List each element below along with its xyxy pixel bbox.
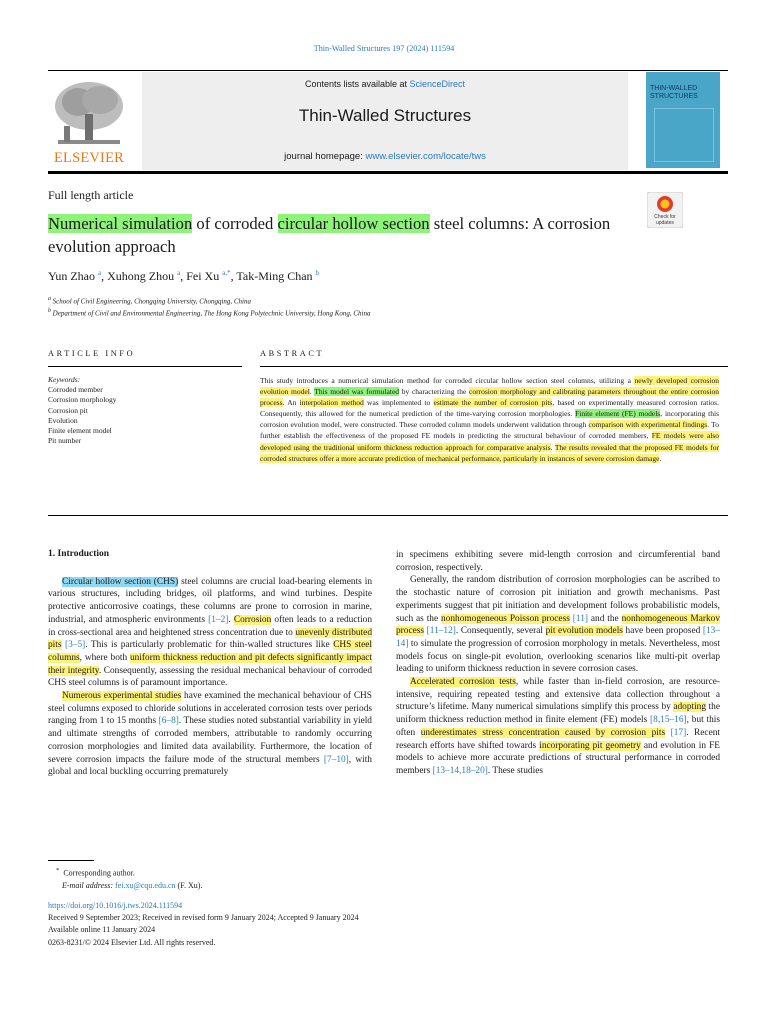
body-highlight: uniform thickness reduction and pit defects significantly impact their integrity	[48, 652, 373, 676]
body-text: and the	[588, 613, 622, 624]
affiliation-b-text: Department of Civil and Environmental Engineering, The Hong Kong Polytechnic University, Hong Kong, China	[52, 309, 371, 318]
author-name[interactable]: Fei Xu	[186, 269, 220, 283]
journal-homepage-line	[142, 151, 628, 162]
intro-paragraph-2-cont: in specimens exhibiting severe mid-length corrosion and circumferential band corrosion, respectively.	[396, 550, 720, 573]
cover-inner-frame	[654, 108, 714, 162]
abstract-seg: . An	[282, 398, 300, 408]
body-highlight: incorporating pit geometry	[539, 740, 641, 751]
sciencedirect-link[interactable]: ScienceDirect	[409, 79, 466, 89]
reference-link[interactable]: [17]	[670, 727, 687, 738]
body-highlight: pit evolution models	[545, 626, 623, 637]
reference-link[interactable]: [6–8]	[158, 716, 179, 727]
footnote-corr: Corresponding author.	[63, 868, 135, 878]
keyword-item: Corrosion morphology	[48, 395, 117, 405]
check-for-updates-icon[interactable]	[647, 192, 683, 228]
body-text: . These studies	[487, 765, 543, 776]
title-text-4: steel columns: A corrosion evolution approach	[48, 214, 611, 256]
paper-title	[48, 212, 638, 258]
cover-title-line1: THIN-WALLED	[650, 85, 698, 92]
check-badge-line2: updates	[656, 220, 674, 226]
body-left-column	[48, 548, 372, 779]
abstract-seg: was implemented to	[363, 398, 434, 408]
section-heading-introduction: 1. Introduction	[48, 549, 110, 559]
article-type: Full length article	[48, 188, 134, 202]
abstract-text	[260, 375, 719, 464]
cover-title-line2: STRUCTURES	[650, 93, 698, 100]
abstract-rule	[260, 366, 728, 367]
author-affil-mark[interactable]: a,*	[222, 269, 231, 277]
intro-paragraph-4	[396, 676, 720, 778]
abstract-highlight: newly developed corrosion evolution model	[260, 376, 719, 397]
body-text: . Consequently, several	[455, 626, 546, 637]
intro-paragraph-1	[48, 576, 372, 690]
body-highlight: Corrosion	[233, 614, 272, 625]
masthead-bottom-rule	[48, 171, 728, 174]
abstract-highlight: estimate the number of corrosion pits	[433, 398, 553, 408]
body-text: . These studies noted substantial variability in yield and ultimate strengths of corroded members, attributable to randomly occurring corrosion morphologies and limited data availability. Furthermore, the location of severe corrosion impacts the failure mode of the structural members	[48, 716, 372, 765]
footnote-rule	[48, 860, 94, 861]
body-right-column	[396, 549, 720, 778]
body-text: steel columns are crucial load-bearing elements in various structures, including bridges, oil platforms, and wind turbines. Despite protective anticorrosive coatings, these columns are prone to corrosion in marine, industrial, and atmospheric environments	[48, 576, 372, 625]
journal-citation[interactable]: Thin-Walled Structures 197 (2024) 111594	[313, 44, 455, 53]
body-text: . Recent research efforts have shifted towards	[396, 727, 720, 751]
reference-link[interactable]: [13–14,18–20]	[432, 765, 488, 776]
author-name[interactable]: Xuhong Zhou	[107, 269, 175, 283]
body-text: , while faster than in-field corrosion, are resource-intensive, requiring repeated testing and extensive data collection throughout a structure’s lifetime. Many numerical simulations simplify this process by	[396, 677, 720, 713]
body-text: . This is particularly problematic for thin-walled structures like	[85, 640, 334, 651]
abstract-highlight: FE models were also developed using the traditional uniform thickness reduction approach for comparative analysis	[260, 431, 719, 452]
body-highlight: nonhomogeneous Markov process	[396, 613, 721, 637]
body-highlight: Circular hollow section (CHS)	[62, 576, 179, 587]
journal-homepage-link[interactable]: www.elsevier.com/locate/tws	[365, 151, 486, 162]
abstract-bottom-rule	[48, 515, 728, 516]
reference-link[interactable]: [1–2]	[208, 614, 229, 625]
received-dates: Received 9 September 2023; Received in revised form 9 January 2024; Accepted 9 January 2024	[48, 913, 359, 923]
homepage-prefix: journal homepage:	[284, 151, 366, 162]
body-highlight: underestimates stress concentration caused by corrosion pits	[420, 727, 666, 738]
body-highlight: adopting	[673, 702, 707, 713]
abstract-highlight: comparison with experimental findings	[588, 420, 708, 430]
footnote-star: *	[56, 867, 60, 874]
author-name[interactable]: Yun Zhao	[48, 269, 95, 283]
article-info-heading: ARTICLE INFO	[48, 349, 136, 358]
email-label: E-mail address:	[62, 880, 116, 890]
keyword-item: Evolution	[48, 415, 78, 425]
masthead-top-rule	[48, 70, 728, 71]
reference-link[interactable]: [11–12]	[426, 626, 456, 637]
reference-link[interactable]: [11]	[572, 613, 588, 624]
author-email-link[interactable]: fei.xu@cqu.edu.cn	[115, 880, 176, 890]
intro-paragraph-3	[396, 574, 720, 676]
body-text: have examined the mechanical behaviour of CHS steel columns exposed to chloride solutions in accelerated corrosion tests over periods ranging from 1 to 15 months	[48, 691, 372, 727]
abstract-seg: This study introduces a numerical simulation method for corroded circular hollow section steel columns, utilizing a	[260, 376, 635, 385]
keyword-item: Corroded member	[48, 385, 103, 395]
body-text: , but this often	[396, 715, 721, 738]
abstract-highlight: This model was formulated	[314, 387, 400, 397]
keyword-item: Corrosion pit	[48, 405, 88, 415]
intro-paragraph-2	[48, 690, 372, 779]
abstract-heading: ABSTRACT	[260, 349, 325, 358]
body-text: .	[228, 614, 234, 625]
title-highlight-1: Numerical simulation	[48, 214, 193, 233]
abstract-seg: , incorporating this corrosion evolution model, were constructed. These corroded column models underwent validation through	[260, 409, 720, 430]
abstract-seg: . To further establish the effectiveness of the proposed FE models in predicting the structural behaviour of corroded members,	[260, 420, 719, 441]
keyword-item: Finite element model	[48, 426, 112, 436]
title-highlight-2: circular hollow section	[277, 214, 430, 233]
affiliation-a-text: School of Civil Engineering, Chongqing University, Chongqing, China	[52, 297, 251, 306]
affil-mark-a: a	[48, 296, 51, 302]
title-text-2: of corroded	[192, 214, 278, 233]
author-affil-mark[interactable]: a	[177, 269, 181, 277]
body-text: the uniform thickness reduction method in finite element (FE) models	[396, 702, 720, 726]
contents-available-line	[142, 79, 628, 89]
body-text: often leads to a reduction in cross-sectional area and heightened stress concentration due to	[48, 614, 373, 638]
author-name[interactable]: Tak-Ming Chan	[236, 269, 313, 283]
publication-info	[48, 900, 359, 949]
keyword-item: Pit number	[48, 436, 82, 446]
affiliation-b	[48, 308, 371, 317]
abstract-highlight: corrosion morphology and calibrating parameters throughout the entire corrosion process	[260, 387, 719, 408]
author-list: Yun Zhao $^a$, Xuhong Zhou $^a$, Fei Xu $^{a,*}$, Tak-Ming Chan $^b$	[48, 269, 320, 283]
body-text: . Consequently, assessing the residual mechanical behaviour of corroded CHS steel columns is of paramount importance.	[48, 665, 372, 689]
check-badge-line1: Check for	[654, 214, 676, 220]
doi-link[interactable]: https://doi.org/10.1016/j.tws.2024.111594	[48, 901, 183, 910]
body-text: to simulate the progression of corrosion morphology in metals. Nevertheless, most models focus on single-pit evolution, overlooking scenarios like multi-pit overlap leading to uniform thickness reduction in severe corrosion cases.	[396, 638, 720, 675]
body-text: have been proposed	[622, 626, 703, 637]
copyright: 0263-8231/© 2024 Elsevier Ltd. All rights reserved.	[48, 937, 216, 947]
abstract-highlight: The results revealed that the proposed FE models for corroded structures offer a more accurate prediction of mechanical performance, particularly in instances of severe corrosion damage	[260, 442, 719, 463]
contents-prefix: Contents lists available at	[304, 79, 410, 89]
affil-mark-b: b	[48, 308, 51, 314]
abstract-seg: .	[659, 453, 662, 463]
body-text: , where both	[79, 652, 130, 663]
body-text: and evolution in FE models to achieve more accurate predictions of structural performance in corroded members	[396, 740, 720, 776]
reference-link[interactable]: [3–5]	[65, 640, 86, 651]
keywords-block	[48, 375, 242, 446]
article-info-rule	[48, 366, 242, 367]
abstract-seg: .	[309, 387, 315, 397]
body-highlight: unevenly distributed pits	[48, 627, 372, 651]
abstract-highlight: Finite element (FE) models	[575, 409, 661, 419]
body-text: , with global and local buckling occurring prematurely	[48, 754, 372, 778]
email-suffix: (F. Xu).	[175, 880, 203, 890]
body-highlight: Accelerated corrosion tests	[410, 677, 516, 688]
abstract-seg: .	[550, 442, 555, 452]
abstract-seg: by characterizing the	[399, 387, 470, 397]
body-highlight: Numerous experimental studies	[62, 691, 182, 702]
cover-title	[650, 85, 716, 101]
affiliation-a	[48, 296, 251, 305]
author-affil-mark[interactable]: b	[315, 269, 320, 277]
reference-link[interactable]: [8,15–16]	[650, 715, 687, 726]
abstract-seg: , based on experimentally measured corrosion ratios. Consequently, this allowed for the numerical prediction of the time-varying corrosion morphologies.	[260, 398, 719, 419]
body-highlight: CHS steel columns	[48, 640, 372, 663]
author-affil-mark[interactable]: a	[98, 269, 102, 277]
body-text: Generally, the random distribution of corrosion morphologies can be ascribed to the stochastic nature of corrosion pit initiation and growth mechanisms. Past experiments suggest that pit initiation and development follows probabilistic models, such as the	[396, 575, 720, 624]
journal-title: Thin-Walled Structures	[298, 106, 472, 125]
reference-link[interactable]: [13–14]	[396, 626, 720, 649]
corresponding-author-footnote	[56, 865, 202, 892]
keywords-label: Keywords:	[48, 375, 81, 384]
available-online: Available online 11 January 2024	[48, 925, 156, 935]
abstract-highlight: interpolation method	[299, 398, 364, 408]
reference-link[interactable]: [7–10]	[323, 754, 349, 765]
elsevier-wordmark: ELSEVIER	[53, 150, 125, 166]
body-highlight: nonhomogeneous Poisson process	[441, 613, 570, 624]
